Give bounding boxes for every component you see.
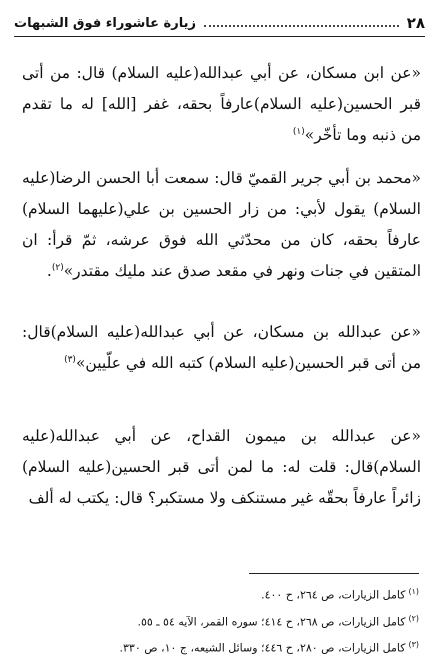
running-title: زيارة عاشوراء فوق الشبهات bbox=[14, 15, 196, 31]
footnote-2: $^{(٢)}$كامل الزيارات، ص ٢٦٨، ح ٤١٤؛ سوره القمر، الآيه ٥٤ ـ ٥٥. bbox=[137, 613, 419, 629]
page-number: ٢٨ bbox=[406, 14, 425, 32]
page-header bbox=[14, 10, 425, 37]
header-dotted-leader bbox=[204, 25, 399, 27]
paragraph-2: «محمد بن أبي جرير القميّ قال: سمعت أبا الحسن الرضا(عليه السلام) يقول لأبي: من زار الحسين بن علي(عليهما السلام) عارفاً بحقه، كان من محدّثي الله فوق عرشه، ثمّ قرأ: ان المتقين في جنات ونهر في مقعد صدق عند مليك مقتدر»$^{(٢)}$. bbox=[22, 169, 421, 280]
paragraph-3: «عن عبدالله بن مسكان، عن أبي عبدالله(عليه السلام)قال: من أتى قبر الحسين(عليه السلام) كتبه الله في علّيين»$^{(٣)}$ bbox=[22, 323, 421, 372]
footnotes bbox=[22, 580, 419, 660]
footnote-divider bbox=[249, 573, 419, 574]
paragraph-4: «عن عبدالله بن ميمون القداح، عن أبي عبدالله(عليه السلام)قال: قلت له: ما لمن أتى قبر الحسين(عليه السلام) زائراً عارفاً بحقّه غير مستنكف ولا مستكبر؟ قال: يكتب له ألف bbox=[22, 427, 421, 507]
footnote-ref-1: (١) bbox=[292, 126, 305, 137]
footnote-3: $^{(٣)}$كامل الزيارات، ص ٢٨٠، ح ٤٤٦؛ وسائل الشيعه، ج ١٠، ص ٣٣٠. bbox=[119, 640, 419, 655]
footnote-ref-2: (٢) bbox=[51, 262, 64, 273]
footnote-1: $^{(١)}$كامل الزيارات، ص ٢٦٤، ح ٤٠٠. bbox=[261, 587, 419, 602]
body-text bbox=[22, 58, 421, 514]
footnote-ref-3: (٣) bbox=[64, 354, 76, 365]
paragraph-1: «عن ابن مسكان، عن أبي عبدالله(عليه السلام) قال: من أتى قبر الحسين(عليه السلام)عارفاً بحقه، غفر [الله] له ما تقدم من ذنبه وما تأخّر»$^{(١)}$ bbox=[22, 64, 421, 144]
